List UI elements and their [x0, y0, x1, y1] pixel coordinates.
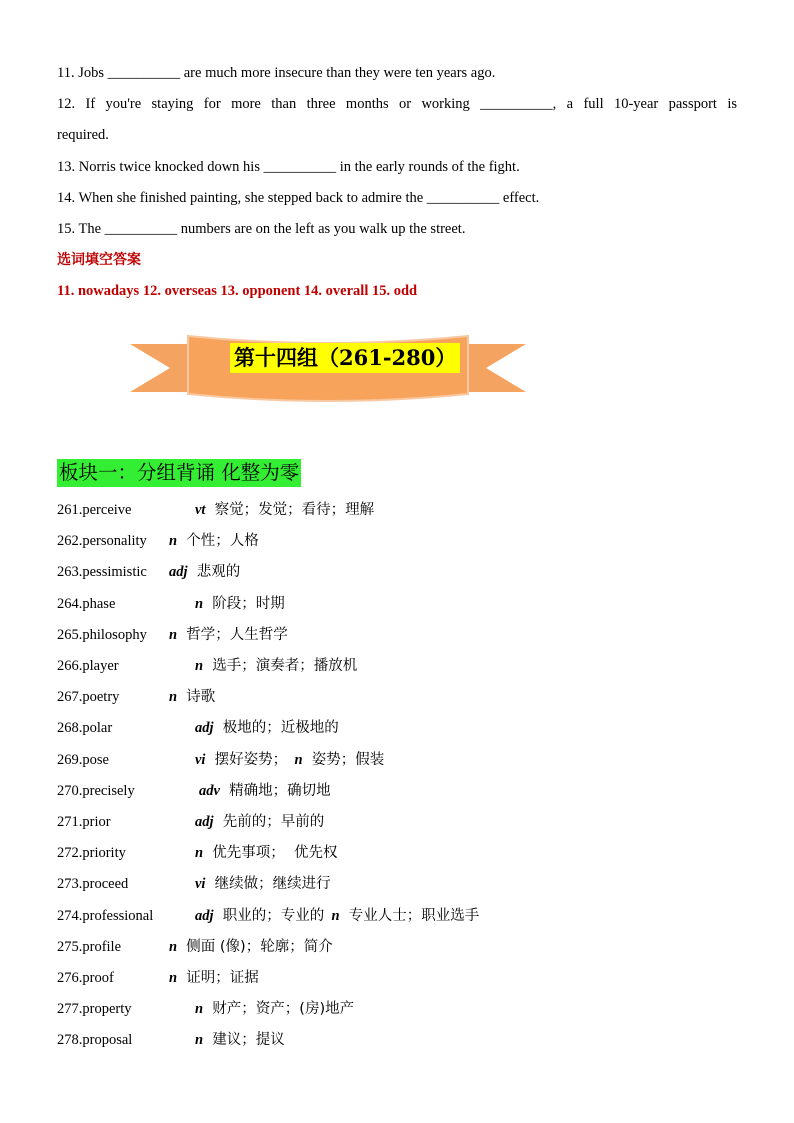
- vocab-word: 274.professional: [57, 908, 154, 924]
- vocab-word: 262.personality: [57, 533, 147, 549]
- vocab-word: 264.phase: [57, 596, 116, 612]
- vocab-definition: [199, 781, 331, 801]
- vocab-definition: [195, 843, 338, 863]
- part-of-speech: adj: [195, 814, 214, 830]
- vocab-definition: [169, 531, 259, 551]
- vocab-word: 275.profile: [57, 939, 122, 955]
- meaning: 选手；演奏者；播放机: [203, 658, 358, 674]
- vocab-definition: [195, 594, 285, 614]
- vocab-definition: [195, 750, 384, 770]
- vocab-word: 270.precisely: [57, 783, 135, 799]
- vocab-definition: [169, 562, 240, 582]
- meaning: 证明；证据: [177, 970, 259, 986]
- answers-heading: 选词填空答案: [57, 252, 141, 268]
- vocab-word: 271.prior: [57, 814, 111, 830]
- vocab-word: 268.polar: [57, 720, 113, 736]
- part-of-speech: n: [195, 1032, 204, 1048]
- meaning: 精确地；确切地: [219, 783, 331, 799]
- vocab-word: 276.proof: [57, 970, 114, 986]
- part-of-speech: n: [169, 689, 178, 705]
- vocab-definition: [169, 687, 215, 707]
- section-title: 板块一：分组背诵 化整为零: [57, 459, 301, 487]
- vocab-word: 277.property: [57, 1001, 132, 1017]
- meaning: 先前的；早前的: [213, 814, 325, 830]
- exercise-15: 15. The __________ numbers are on the left as you walk up the street.: [57, 221, 466, 237]
- vocab-definition: [195, 906, 479, 926]
- vocab-word: 273.proceed: [57, 876, 129, 892]
- exercise-12: [57, 94, 737, 114]
- part-of-speech: adj: [195, 908, 214, 924]
- vocab-definition: [195, 1030, 285, 1050]
- meaning: 继续做；继续进行: [205, 876, 331, 892]
- vocab-word: 269.pose: [57, 752, 109, 768]
- meaning: 哲学；人生哲学: [177, 627, 288, 643]
- exercise-12-cont: required.: [57, 127, 109, 143]
- part-of-speech: vi: [195, 876, 206, 892]
- meaning: 摆好姿势；: [205, 752, 288, 768]
- part-of-speech: adj: [195, 720, 214, 736]
- part-of-speech: n: [324, 908, 340, 924]
- vocab-definition: [169, 937, 333, 957]
- part-of-speech: vt: [195, 502, 206, 518]
- meaning: 优先事项； 优先权: [203, 845, 338, 861]
- part-of-speech: n: [195, 658, 204, 674]
- meaning: 财产；资产；(房)地产: [203, 1001, 355, 1017]
- vocab-word: 266.player: [57, 658, 119, 674]
- vocab-word: 272.priority: [57, 845, 126, 861]
- meaning: 职业的；专业的: [213, 908, 325, 924]
- vocab-definition: [195, 874, 331, 894]
- vocab-definition: [169, 968, 259, 988]
- meaning: 个性；人格: [177, 533, 259, 549]
- vocab-word: 261.perceive: [57, 502, 132, 518]
- part-of-speech: adj: [169, 564, 188, 580]
- part-of-speech: n: [195, 596, 204, 612]
- meaning: 姿势；假装: [302, 752, 385, 768]
- vocab-word: 267.poetry: [57, 689, 120, 705]
- vocab-word: 278.proposal: [57, 1032, 133, 1048]
- vocab-definition: [169, 625, 288, 645]
- meaning: 察觉；发觉；看待；理解: [205, 502, 375, 518]
- meaning: 诗歌: [177, 689, 216, 705]
- meaning: 侧面 (像)；轮廓；简介: [177, 939, 333, 955]
- part-of-speech: n: [195, 1001, 204, 1017]
- part-of-speech: n: [169, 627, 178, 643]
- part-of-speech: adv: [199, 783, 220, 799]
- part-of-speech: vi: [195, 752, 206, 768]
- vocab-word: 265.philosophy: [57, 627, 147, 643]
- part-of-speech: n: [169, 533, 178, 549]
- meaning: 悲观的: [187, 564, 241, 580]
- vocab-definition: [195, 812, 324, 832]
- exercise-12-text: 12. If you're staying for more than three months or working __________, a full 10-year passport is: [57, 96, 737, 112]
- part-of-speech: n: [169, 970, 178, 986]
- vocab-definition: [195, 999, 354, 1019]
- vocab-definition: [195, 500, 374, 520]
- exercise-11: 11. Jobs __________ are much more insecure than they were ten years ago.: [57, 65, 496, 81]
- banner-title: 第十四组（261-280）: [230, 343, 460, 373]
- vocab-definition: [195, 656, 357, 676]
- meaning: 专业人士；职业选手: [339, 908, 480, 924]
- exercise-14: 14. When she finished painting, she stepped back to admire the __________ effect.: [57, 190, 540, 206]
- part-of-speech: n: [195, 845, 204, 861]
- part-of-speech: n: [169, 939, 178, 955]
- meaning: 阶段；时期: [203, 596, 285, 612]
- part-of-speech: n: [287, 752, 303, 768]
- meaning: 极地的；近极地的: [213, 720, 339, 736]
- meaning: 建议；提议: [203, 1032, 285, 1048]
- exercise-13: 13. Norris twice knocked down his __________ in the early rounds of the fight.: [57, 159, 520, 175]
- answers-line: 11. nowadays 12. overseas 13. opponent 14. overall 15. odd: [57, 283, 418, 299]
- vocab-word: 263.pessimistic: [57, 564, 147, 580]
- vocab-definition: [195, 718, 339, 738]
